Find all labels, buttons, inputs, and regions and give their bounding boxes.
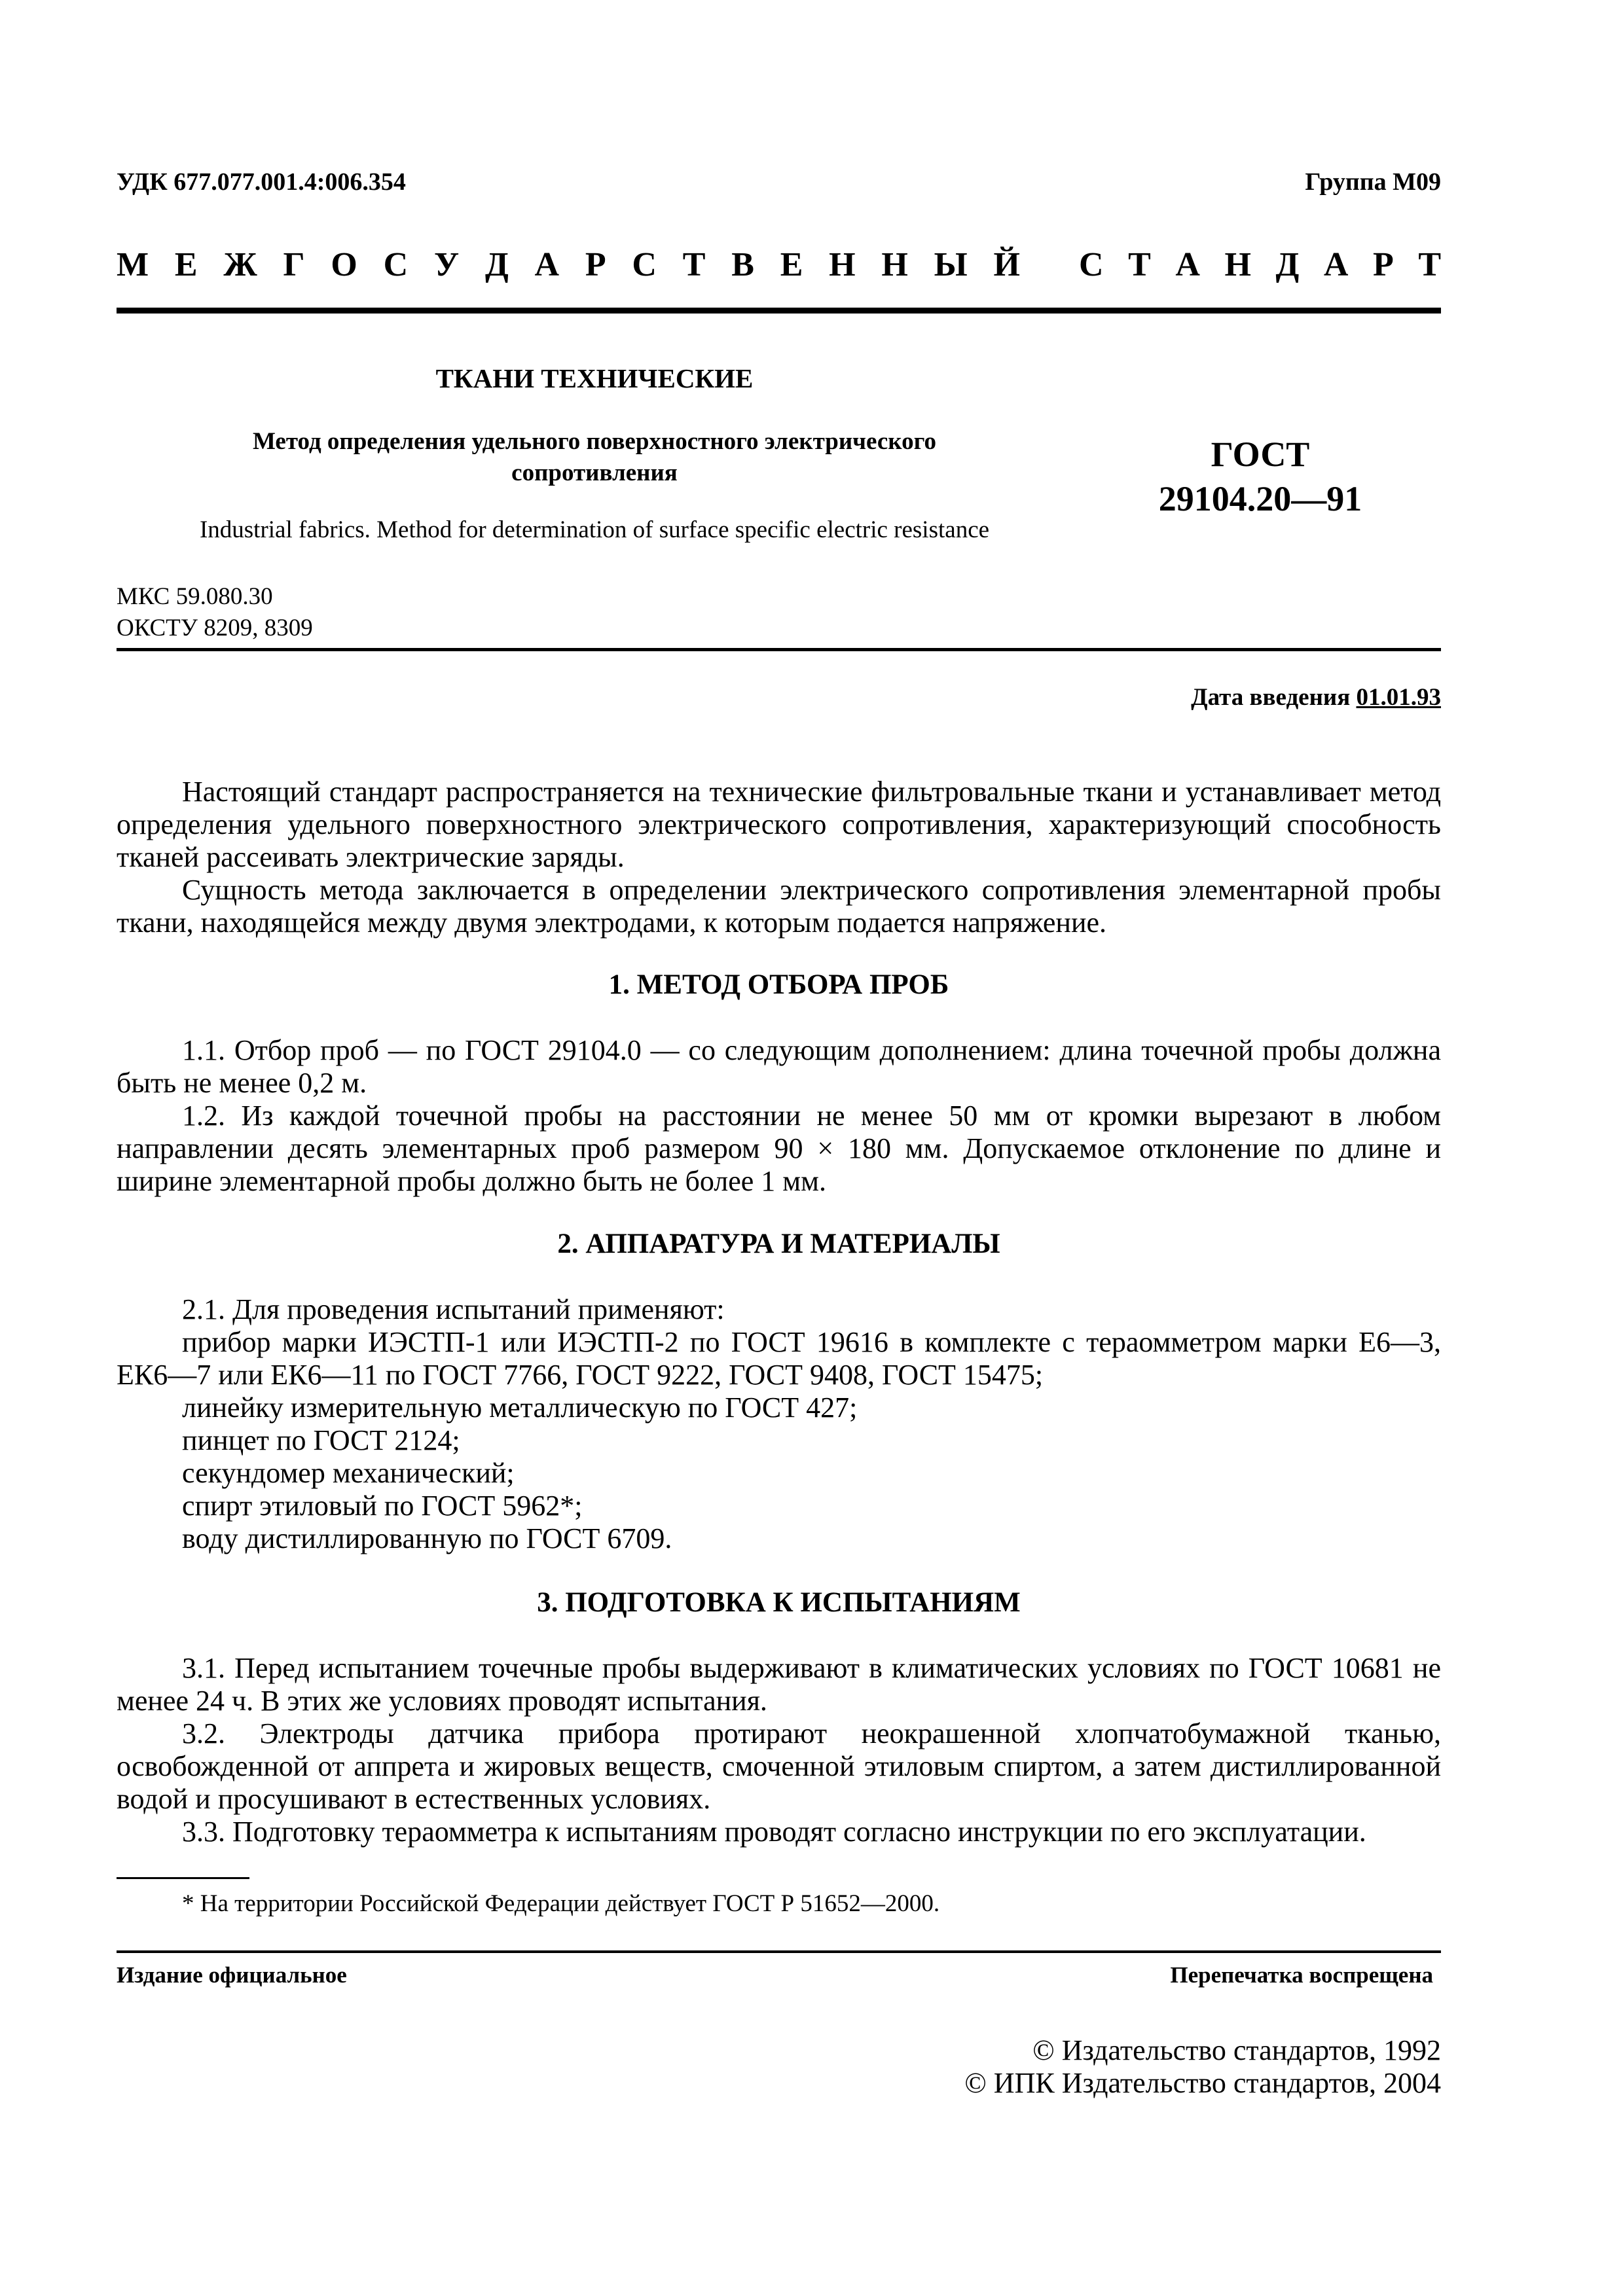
copyright-block [964, 2034, 1441, 2100]
official-edition-label: Издание официальное [117, 1962, 347, 1988]
banner-letter: А [1323, 246, 1349, 283]
section-3-paragraph-3: 3.3. Подготовку тераомметра к испытаниям проводят согласно инструкции по его эксплуатации. [182, 1816, 1366, 1848]
udk-code: УДК 677.077.001.4:006.354 [117, 168, 406, 196]
section-1-heading: 1. МЕТОД ОТБОРА ПРОБ [608, 969, 949, 1000]
banner-letter: С [383, 246, 409, 283]
gost-number [1136, 432, 1385, 521]
equipment-item-alcohol: спирт этиловый по ГОСТ 5962*; [182, 1490, 583, 1522]
intro-paragraph-2: Сущность метода заключается в определении электрического сопротивления элементарной пробы ткани, находящейся между двумя электродами, к которым подается напряжение. [117, 874, 1441, 939]
copyright-line-1: © Издательство стандартов, 1992 [1032, 2034, 1441, 2066]
banner-letter: Н [1224, 246, 1251, 283]
banner-word-standard [1079, 245, 1441, 284]
group-code: Группа М09 [1305, 168, 1441, 196]
banner-letter: В [731, 246, 754, 283]
banner-letter: Т [682, 246, 706, 283]
banner-letter: Ж [223, 246, 257, 283]
banner-letter: Н [881, 246, 908, 283]
banner-letter: Н [829, 246, 856, 283]
introduction-date [1191, 683, 1441, 711]
banner-letter: Р [585, 246, 606, 283]
section-2-heading: 2. АППАРАТУРА И МАТЕРИАЛЫ [557, 1229, 1000, 1259]
subtitle-line-2: сопротивления [511, 459, 678, 486]
equipment-item-tweezers: пинцет по ГОСТ 2124; [182, 1424, 460, 1456]
banner-letter: Г [283, 246, 305, 283]
section-1-text [117, 1034, 1441, 1198]
banner-letter: Й [993, 246, 1020, 283]
section-2-text [117, 1293, 1441, 1555]
equipment-item-device: прибор марки ИЭСТП-1 или ИЭСТП-2 по ГОСТ 19616 в комплекте с тераомметром марки Е6—3, ЕК6—7 или ЕК6—11 по ГОСТ 7766, ГОСТ 9222, ГОСТ 9408, ГОСТ 15475; [117, 1326, 1441, 1391]
section-3-paragraph-1: 3.1. Перед испытанием точечные пробы выдерживают в климатических условиях по ГОСТ 10681 не менее 24 ч. В этих же условиях проводят испытания. [117, 1652, 1441, 1717]
footnote-rule [117, 1877, 249, 1879]
intro-paragraph-1: Настоящий стандарт распространяется на технические фильтровальные ткани и устанавливает метод определения удельного поверхностного электрического сопротивления, характеризующий способность тканей рассеивать электрические заряды. [117, 776, 1441, 873]
banner-word-interstate [117, 245, 1020, 284]
reprint-prohibited-label: Перепечатка воспрещена [1170, 1962, 1433, 1988]
banner-letter: О [331, 246, 357, 283]
banner-letter: А [534, 246, 560, 283]
banner-letter: Е [174, 246, 198, 283]
footnote: * На территории Российской Федерации действует ГОСТ Р 51652—2000. [182, 1890, 940, 1917]
section-1-paragraph-2: 1.2. Из каждой точечной пробы на расстоянии не менее 50 мм от кромки вырезают в любом направлении десять элементарных проб размером 90 × 180 мм. Допускаемое отклонение по длине и ширине элементарной пробы должно быть не более 1 мм. [117, 1100, 1441, 1197]
banner-letter: Д [1275, 246, 1300, 283]
equipment-item-water: воду дистиллированную по ГОСТ 6709. [182, 1522, 672, 1554]
banner-letter: У [434, 246, 460, 283]
gost-label: ГОСТ [1211, 435, 1310, 474]
banner-letter: Д [484, 246, 509, 283]
gost-code-value: 29104.20—91 [1158, 479, 1362, 518]
equipment-item-ruler: линейку измерительную металлическую по ГОСТ 427; [182, 1391, 858, 1424]
banner-letter: А [1175, 246, 1200, 283]
footer-rule [117, 1950, 1441, 1953]
section-3-heading: 3. ПОДГОТОВКА К ИСПЫТАНИЯМ [537, 1587, 1021, 1618]
document-title: ТКАНИ ТЕХНИЧЕСКИЕ [435, 363, 754, 393]
mks-code: МКС 59.080.30 [117, 583, 273, 610]
section-2-paragraph-1: 2.1. Для проведения испытаний применяют: [182, 1293, 725, 1325]
banner-letter: Е [780, 246, 803, 283]
intro-text [117, 776, 1441, 939]
banner-letter: Ы [934, 246, 968, 283]
introduction-date-label: Дата введения [1191, 684, 1351, 711]
section-3-text [117, 1652, 1441, 1848]
introduction-date-value: 01.01.93 [1356, 684, 1441, 711]
banner-letter: С [1079, 246, 1104, 283]
banner-letter: Т [1418, 246, 1441, 283]
classification-rule [117, 648, 1441, 651]
banner-letter: Р [1372, 246, 1394, 283]
banner-letter: Т [1128, 246, 1151, 283]
classification-codes [117, 581, 313, 644]
interstate-standard-banner [117, 245, 1441, 284]
banner-letter: С [632, 246, 657, 283]
equipment-item-stopwatch: секундомер механический; [182, 1457, 515, 1489]
header-rule [117, 308, 1441, 314]
section-1-paragraph-1: 1.1. Отбор проб — по ГОСТ 29104.0 — со следующим дополнением: длина точечной пробы должна быть не менее 0,2 м. [117, 1034, 1441, 1099]
okstu-code: ОКСТУ 8209, 8309 [117, 615, 313, 641]
copyright-line-2: © ИПК Издательство стандартов, 2004 [964, 2067, 1441, 2099]
document-subtitle [117, 426, 1072, 489]
subtitle-line-1: Метод определения удельного поверхностного электрического [252, 428, 937, 455]
english-title: Industrial fabrics. Method for determination of surface specific electric resistance [199, 516, 990, 543]
banner-letter: М [117, 246, 149, 283]
section-3-paragraph-2: 3.2. Электроды датчика прибора протирают неокрашенной хлопчатобумажной тканью, освобожденной от аппрета и жировых веществ, смоченной этиловым спиртом, а затем дистиллированной водой и просушивают в естественных условиях. [117, 1717, 1441, 1815]
